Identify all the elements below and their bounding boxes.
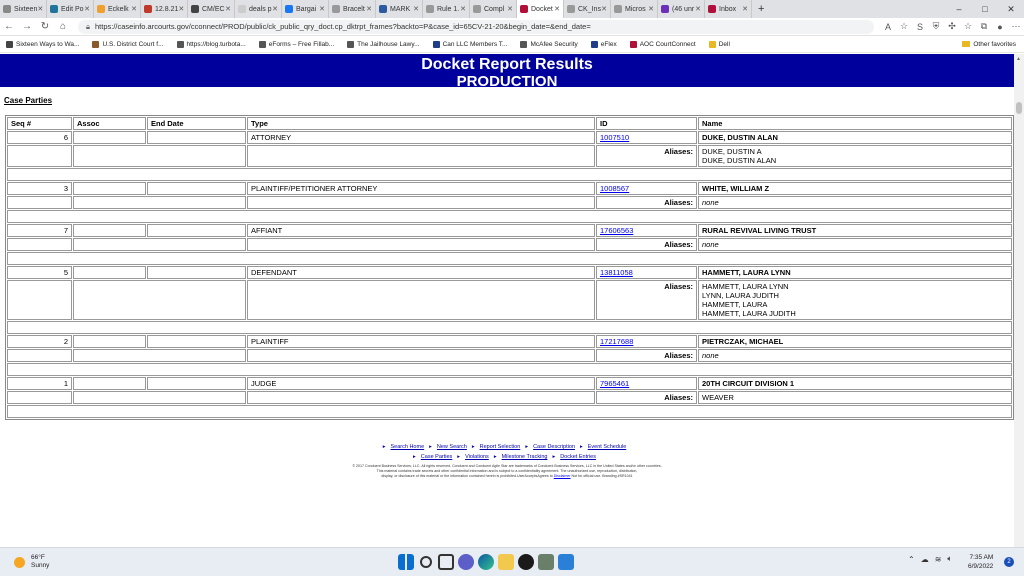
party-name: WHITE, WILLIAM Z — [698, 182, 1012, 195]
taskbar-apps — [396, 554, 576, 570]
tab-favicon-icon — [332, 5, 340, 13]
favorite-icon — [709, 41, 716, 48]
alias-empty-cell — [73, 145, 246, 167]
clock-date: 6/9/2022 — [968, 563, 994, 570]
cloud-icon[interactable]: ☁ — [920, 554, 929, 564]
footer-link[interactable]: Event Schedule — [587, 444, 627, 450]
tab-favicon-icon — [97, 5, 105, 13]
party-name: HAMMETT, LAURA LYNN — [698, 266, 1012, 279]
favorite-label: Sixteen Ways to Wa... — [16, 40, 80, 48]
spacer-row — [7, 363, 1012, 376]
tab-close-icon[interactable]: ✕ — [413, 6, 419, 13]
column-header-seq: Seq # — [7, 117, 72, 130]
alias-row — [7, 145, 1012, 167]
column-header-assoc: Assoc — [73, 117, 146, 130]
wifi-icon[interactable]: ≋ — [934, 554, 942, 564]
aliases-cell — [698, 349, 1012, 362]
notification-badge[interactable]: 2 — [1004, 557, 1014, 567]
url-field[interactable] — [78, 20, 874, 34]
favorite-item[interactable] — [427, 41, 515, 48]
tab-close-icon[interactable]: ✕ — [225, 6, 231, 13]
spacer-cell — [7, 321, 1012, 334]
dell-icon[interactable] — [518, 554, 534, 570]
party-id-link[interactable]: 17606563 — [600, 226, 634, 235]
link-bullet-icon: ▸ — [525, 444, 529, 450]
party-name: DUKE, DUSTIN ALAN — [698, 131, 1012, 144]
alias-empty-cell — [73, 349, 246, 362]
tab-favicon-icon — [661, 5, 669, 13]
alias-name: WEAVER — [702, 393, 734, 402]
party-row — [7, 377, 1012, 390]
alias-name: DUKE, DUSTIN ALAN — [702, 156, 777, 165]
favorite-label: eForms – Free Fillab... — [268, 40, 335, 48]
tab-favicon-icon — [238, 5, 246, 13]
copyright-line-1: © 2017 Conduent Business Services, LLC. All rights reserved. Conduent and Conduent Agile Star are trademarks of Conduent Business Services, LLC in the United States and/or other countries. — [352, 464, 662, 468]
alias-empty-cell — [73, 391, 246, 404]
tab-close-icon[interactable]: ✕ — [131, 6, 137, 13]
favorite-icon — [591, 41, 598, 48]
tab-label: CM/EC — [202, 5, 225, 13]
tab-label: 12.8.21 — [155, 5, 179, 13]
tab-favicon-icon — [567, 5, 575, 13]
party-id-link[interactable]: 1008567 — [600, 184, 630, 193]
alias-row — [7, 238, 1012, 251]
tab-close-icon[interactable]: ✕ — [507, 6, 513, 13]
back-icon[interactable]: ← — [4, 21, 14, 32]
tab-close-icon[interactable]: ✕ — [460, 6, 466, 13]
windows-start-icon[interactable] — [398, 554, 414, 570]
browser-tab-strip — [0, 0, 1024, 18]
alias-empty-cell — [7, 349, 72, 362]
favorite-icon — [259, 41, 266, 48]
tab-label: Rule 1. — [437, 5, 460, 13]
collections-icon[interactable]: ⧉ — [980, 21, 988, 31]
footer-links-row2 — [0, 452, 1014, 462]
party-id-cell — [596, 224, 697, 237]
party-type: PLAINTIFF/PETITIONER ATTORNEY — [247, 182, 595, 195]
alias-empty-cell — [7, 238, 72, 251]
party-end-date — [147, 335, 246, 348]
party-seq: 1 — [7, 377, 72, 390]
alias-name: none — [702, 240, 719, 249]
tab-favicon-icon — [708, 5, 716, 13]
favorite-item[interactable] — [171, 41, 253, 48]
favorite-item[interactable] — [253, 41, 341, 48]
party-seq: 3 — [7, 182, 72, 195]
aliases-cell — [698, 145, 1012, 167]
weather-widget[interactable] — [14, 554, 49, 570]
spacer-row — [7, 252, 1012, 265]
other-favorites[interactable] — [962, 41, 1024, 48]
party-row — [7, 224, 1012, 237]
lock-icon: 🔒︎ — [86, 21, 90, 31]
alias-empty-cell — [73, 196, 246, 209]
party-name: 20TH CIRCUIT DIVISION 1 — [698, 377, 1012, 390]
tab-favicon-icon — [379, 5, 387, 13]
alias-empty-cell — [247, 238, 595, 251]
browser-tab[interactable] — [188, 0, 235, 18]
favorite-item[interactable] — [703, 41, 737, 48]
favorite-icon — [177, 41, 184, 48]
copyright-text — [307, 464, 707, 479]
refresh-icon[interactable]: ↻ — [40, 21, 50, 32]
file-explorer-icon[interactable] — [498, 554, 514, 570]
alias-empty-cell — [7, 196, 72, 209]
party-seq: 5 — [7, 266, 72, 279]
read-aloud-icon[interactable]: A — [884, 21, 891, 32]
puzzle-icon[interactable]: ✣ — [948, 21, 956, 31]
browser-tab[interactable] — [0, 0, 47, 18]
alias-empty-cell — [73, 280, 246, 320]
aliases-label: Aliases: — [596, 196, 697, 209]
alias-name: none — [702, 351, 719, 360]
copyright-line-3a: display, or disclosure of this material or the information contained herein is prohibited.UserAcceptsAgrees to — [381, 474, 553, 478]
favorite-icon — [520, 41, 527, 48]
party-id-cell — [596, 377, 697, 390]
party-end-date — [147, 224, 246, 237]
tab-favicon-icon — [285, 5, 293, 13]
favorite-item[interactable] — [624, 41, 703, 48]
footer-link[interactable]: Docket Entries — [560, 454, 596, 460]
page-title: Docket Report Results — [421, 56, 593, 73]
alias-empty-cell — [7, 145, 72, 167]
party-name: RURAL REVIVAL LIVING TRUST — [698, 224, 1012, 237]
tab-favicon-icon — [3, 5, 11, 13]
party-name: PIETRCZAK, MICHAEL — [698, 335, 1012, 348]
party-type: ATTORNEY — [247, 131, 595, 144]
new-tab-button[interactable]: + — [758, 3, 765, 15]
alias-row — [7, 280, 1012, 320]
tab-label: MARK — [390, 5, 411, 13]
browser-tab[interactable] — [235, 0, 282, 18]
alias-name: HAMMETT, LAURA — [702, 300, 768, 309]
party-row — [7, 266, 1012, 279]
volume-icon[interactable]: 🔈︎ — [947, 554, 953, 563]
extension-icon[interactable]: S — [916, 21, 923, 32]
tab-close-icon[interactable]: ✕ — [319, 6, 325, 13]
aliases-label: Aliases: — [596, 391, 697, 404]
window-controls — [946, 4, 1024, 15]
party-assoc — [73, 266, 146, 279]
taskbar — [0, 547, 1024, 576]
party-id-cell — [596, 266, 697, 279]
disclaimer-link[interactable]: Disclaimer — [553, 474, 571, 478]
spacer-row — [7, 168, 1012, 181]
tab-close-icon[interactable]: ✕ — [272, 6, 278, 13]
link-bullet-icon: ▸ — [471, 444, 475, 450]
party-row — [7, 131, 1012, 144]
folder-icon — [962, 41, 970, 47]
alias-empty-cell — [247, 196, 595, 209]
copyright-line-2: This material contains trade secrets and other confidential information and is subject to a confidentiality agreement. The unauthorized use, reproduction, distribution, — [376, 469, 638, 473]
tab-close-icon[interactable]: ✕ — [601, 6, 607, 13]
home-icon[interactable]: ⌂ — [59, 21, 67, 32]
favorite-icon — [433, 41, 440, 48]
alias-name: DUKE, DUSTIN A — [702, 147, 762, 156]
party-type: PLAINTIFF — [247, 335, 595, 348]
party-assoc — [73, 131, 146, 144]
footer-link[interactable]: Report Selection — [479, 444, 521, 450]
party-assoc — [73, 224, 146, 237]
party-seq: 2 — [7, 335, 72, 348]
alias-name: none — [702, 198, 719, 207]
profile-icon[interactable]: ● — [997, 21, 1003, 32]
party-row — [7, 335, 1012, 348]
alias-empty-cell — [247, 391, 595, 404]
edge-browser-icon[interactable] — [478, 554, 494, 570]
alias-empty-cell — [7, 280, 72, 320]
link-bullet-icon: ▸ — [493, 454, 497, 460]
aliases-label: Aliases: — [596, 280, 697, 320]
favorite-item[interactable] — [0, 41, 86, 48]
photos-icon[interactable] — [558, 554, 574, 570]
maximize-icon[interactable]: □ — [982, 3, 988, 14]
party-id-link[interactable]: 13811058 — [600, 268, 633, 277]
footer-link[interactable]: Case Description — [533, 444, 575, 450]
browser-tab[interactable] — [376, 0, 423, 18]
tab-label: Micros — [625, 5, 646, 13]
alias-row — [7, 349, 1012, 362]
weather-temperature: 66°F — [31, 554, 45, 561]
alias-row — [7, 391, 1012, 404]
footer-link[interactable]: New Search — [436, 444, 467, 450]
tab-close-icon[interactable]: ✕ — [84, 6, 90, 13]
favorite-label: Dell — [718, 40, 730, 48]
alias-empty-cell — [7, 391, 72, 404]
tab-label: deals p — [249, 5, 272, 13]
tab-favicon-icon — [426, 5, 434, 13]
party-type: DEFENDANT — [247, 266, 595, 279]
alias-empty-cell — [247, 145, 595, 167]
weather-condition: Sunny — [31, 562, 50, 569]
tab-favicon-icon — [614, 5, 622, 13]
clock-time: 7:35 AM — [969, 554, 994, 561]
favorite-icon — [347, 41, 354, 48]
favorite-icon — [6, 41, 13, 48]
spacer-cell — [7, 405, 1012, 418]
column-header-name: Name — [698, 117, 1012, 130]
party-type: JUDGE — [247, 377, 595, 390]
favorite-label: Can LLC Members T... — [442, 40, 508, 48]
party-assoc — [73, 377, 146, 390]
party-end-date — [147, 131, 246, 144]
favorite-label: U.S. District Court f... — [102, 40, 164, 48]
party-row — [7, 182, 1012, 195]
tab-label: (46 unr — [672, 5, 695, 13]
spacer-row — [7, 405, 1012, 418]
favorite-label: The Jailhouse Lawy... — [357, 40, 420, 48]
app-icon[interactable] — [538, 554, 554, 570]
favorites-icon[interactable]: ☆ — [963, 21, 973, 31]
browser-tab[interactable] — [423, 0, 470, 18]
footer-links-row1 — [0, 442, 1014, 452]
tab-label: Sixteen — [14, 5, 38, 13]
section-title: Case Parties — [4, 96, 53, 105]
alias-row — [7, 196, 1012, 209]
copyright-line-3 — [307, 474, 707, 479]
party-end-date — [147, 266, 246, 279]
forward-icon[interactable]: → — [22, 21, 32, 32]
party-seq: 7 — [7, 224, 72, 237]
party-id-cell — [596, 131, 697, 144]
tab-close-icon[interactable]: ✕ — [178, 6, 185, 13]
party-id-link[interactable]: 7965461 — [600, 379, 630, 388]
spacer-cell — [7, 363, 1012, 376]
alias-name: HAMMETT, LAURA JUDITH — [702, 309, 796, 318]
favorite-item[interactable] — [585, 41, 624, 48]
page-subtitle: PRODUCTION — [456, 73, 558, 87]
alias-name: HAMMETT, LAURA LYNN — [702, 282, 789, 291]
spacer-row — [7, 210, 1012, 223]
aliases-label: Aliases: — [596, 145, 697, 167]
favorite-item[interactable] — [86, 41, 170, 48]
tab-label: Inbox — [719, 5, 737, 13]
favorite-icon — [630, 41, 637, 48]
aliases-cell — [698, 238, 1012, 251]
party-id-link[interactable]: 1007510 — [600, 133, 630, 142]
other-favorites-label: Other favorites — [973, 40, 1016, 48]
shield-icon[interactable]: ⛨ — [932, 21, 940, 31]
tab-close-icon[interactable]: ✕ — [648, 6, 654, 13]
spacer-row — [7, 321, 1012, 334]
aliases-label: Aliases: — [596, 238, 697, 251]
link-bullet-icon: ▸ — [457, 454, 461, 460]
alias-empty-cell — [247, 349, 595, 362]
favorite-item[interactable] — [341, 41, 426, 48]
favorite-icon — [92, 41, 99, 48]
minimize-icon[interactable]: – — [956, 3, 962, 14]
alias-empty-cell — [73, 238, 246, 251]
favorite-star-icon[interactable]: ☆ — [899, 21, 909, 31]
footer-links — [0, 442, 1014, 462]
link-bullet-icon: ▸ — [413, 454, 416, 460]
tab-label: CK_Ins — [578, 5, 601, 13]
party-id-link[interactable]: 17217688 — [600, 337, 634, 346]
tab-favicon-icon — [520, 5, 528, 13]
sun-icon — [14, 557, 25, 568]
footer-link[interactable]: Violations — [465, 454, 489, 460]
browser-tab[interactable] — [282, 0, 329, 18]
clock[interactable] — [968, 553, 993, 571]
tab-close-icon[interactable]: ✕ — [37, 6, 44, 13]
more-menu-icon[interactable]: ⋯ — [1011, 21, 1021, 31]
footer-link[interactable]: Search Home — [390, 444, 425, 450]
party-id-cell — [596, 335, 697, 348]
address-bar — [0, 18, 1024, 36]
tab-favicon-icon — [50, 5, 58, 13]
close-window-icon[interactable]: ✕ — [1007, 3, 1015, 14]
tab-label: Compl — [484, 5, 505, 13]
case-parties-table — [5, 115, 1014, 420]
link-bullet-icon: ▸ — [552, 454, 556, 460]
footer-link[interactable]: Case Parties — [420, 454, 453, 460]
browser-tab[interactable] — [94, 0, 141, 18]
party-end-date — [147, 182, 246, 195]
favorite-label: eFlex — [600, 40, 617, 48]
chevron-up-icon[interactable]: ⌃ — [908, 554, 915, 564]
party-assoc — [73, 335, 146, 348]
spacer-cell — [7, 168, 1012, 181]
tab-label: Bargai — [296, 5, 317, 13]
tab-favicon-icon — [191, 5, 199, 13]
copyright-line-3b: Not for official use. Branding #SR1041 — [571, 474, 633, 478]
tab-close-icon[interactable]: ✕ — [554, 6, 560, 13]
tab-favicon-icon — [144, 5, 152, 13]
aliases-label: Aliases: — [596, 349, 697, 362]
tab-favicon-icon — [473, 5, 481, 13]
browser-tab[interactable] — [705, 0, 752, 18]
task-view-icon[interactable] — [438, 554, 454, 570]
spacer-cell — [7, 210, 1012, 223]
browser-tab[interactable] — [611, 0, 658, 18]
favorite-label: AOC CourtConnect — [639, 40, 696, 48]
spacer-cell — [7, 252, 1012, 265]
party-end-date — [147, 377, 246, 390]
favorite-label: McAfee Security — [530, 40, 578, 48]
browser-tab[interactable] — [517, 0, 564, 18]
party-seq: 6 — [7, 131, 72, 144]
favorites-bar — [0, 36, 1024, 53]
tab-label: Edit Po — [61, 5, 84, 13]
tab-close-icon[interactable]: ✕ — [695, 6, 701, 13]
scrollbar-thumb[interactable] — [1016, 102, 1022, 114]
column-header-id: ID — [596, 117, 697, 130]
teams-chat-icon[interactable] — [458, 554, 474, 570]
party-id-cell — [596, 182, 697, 195]
favorite-item[interactable] — [514, 41, 584, 48]
system-tray — [908, 554, 958, 564]
party-type: AFFIANT — [247, 224, 595, 237]
alias-empty-cell — [247, 280, 595, 320]
browser-tab[interactable] — [47, 0, 94, 18]
page-banner — [0, 54, 1014, 87]
url-text: https://caseinfo.arcourts.gov/cconnect/PROD/public/ck_public_qry_doct.cp_dktrpt_frames?backto=P&case_id=65CV-21-20&begin_date=&end_date= — [95, 22, 591, 31]
column-header-end-date: End Date — [147, 117, 246, 130]
page-scrollbar[interactable] — [1014, 54, 1024, 547]
browser-tab[interactable] — [564, 0, 611, 18]
browser-tab[interactable] — [329, 0, 376, 18]
tab-close-icon[interactable]: ✕ — [366, 6, 372, 13]
tab-label: Eckelk — [108, 5, 129, 13]
browser-tab[interactable] — [658, 0, 705, 18]
tab-label: Docket — [531, 5, 553, 13]
scroll-up-icon[interactable]: ▲ — [1016, 56, 1021, 62]
tab-close-icon[interactable]: ✕ — [742, 6, 748, 13]
party-assoc — [73, 182, 146, 195]
browser-tab[interactable] — [141, 0, 188, 18]
aliases-cell — [698, 196, 1012, 209]
link-bullet-icon: ▸ — [429, 444, 432, 450]
aliases-cell — [698, 391, 1012, 404]
footer-link[interactable]: Milestone Tracking — [501, 454, 548, 460]
search-icon[interactable] — [420, 556, 432, 568]
link-bullet-icon: ▸ — [382, 444, 386, 450]
page-content — [0, 54, 1014, 547]
link-bullet-icon: ▸ — [579, 444, 583, 450]
aliases-cell — [698, 280, 1012, 320]
favorite-label: https://blog.turbota... — [186, 40, 246, 48]
alias-name: LYNN, LAURA JUDITH — [702, 291, 779, 300]
browser-tab[interactable] — [470, 0, 517, 18]
column-header-type: Type — [247, 117, 595, 130]
tab-label: Bracelt — [343, 5, 365, 13]
party-table-body — [7, 131, 1012, 418]
